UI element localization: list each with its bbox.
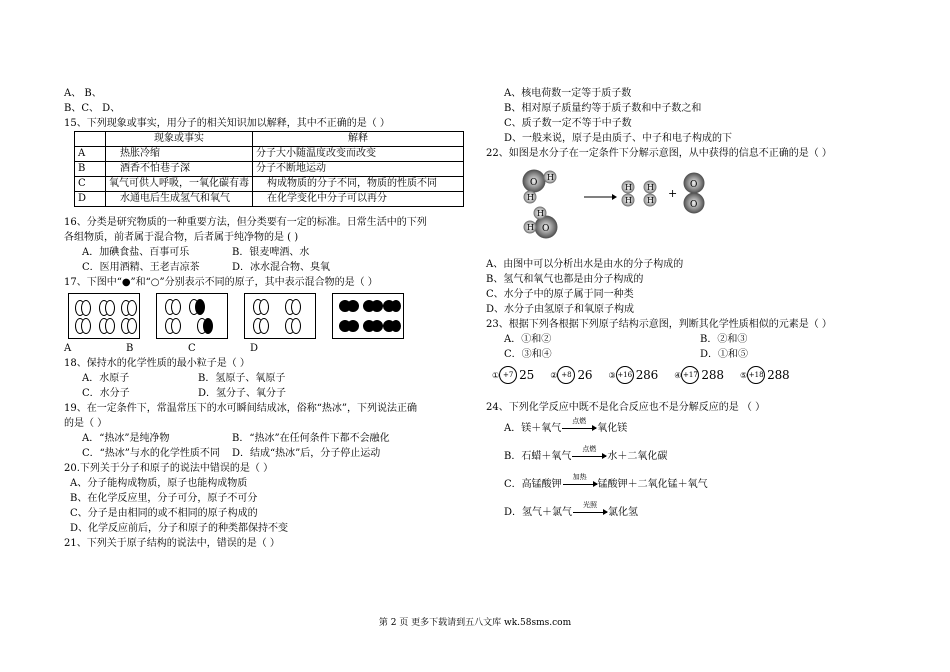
page-footer: 第 2 页 更多下载请到五八文库 wk.58sms.com: [378, 618, 572, 628]
q18-options-ab: [64, 371, 464, 386]
q22-option-d: D、水分子由氢原子和氧原子构成: [486, 304, 635, 315]
q16-options-ab: [64, 245, 464, 260]
white-atom: [259, 318, 269, 334]
atom-number: ①: [492, 370, 500, 380]
q19-stem-2: 的是（ ）: [64, 418, 108, 429]
hydrogen-label: H: [647, 196, 654, 205]
q18-stem: 18、保持水的化学性质的最小粒子是（ ）: [64, 358, 250, 369]
row-label: C: [75, 177, 106, 192]
electron-shells: 2 5: [519, 368, 533, 382]
q19-option-d: D．结成“热冰”后，分子停止运动: [232, 448, 381, 459]
q23-stem: 23、根据下列各根据下列原子结构示意图，判断其化学性质相似的元素是（ ）: [486, 319, 832, 330]
hydrogen-label: H: [537, 209, 544, 218]
white-atom: [291, 318, 301, 334]
white-atom: [127, 300, 137, 316]
q23-options-cd: [486, 347, 906, 362]
q17-label-c: C: [188, 343, 196, 354]
q19-option-a: A．“热冰”是纯净物: [82, 433, 170, 444]
table-header-row: [75, 132, 464, 147]
q16-options-cd: [64, 260, 464, 275]
reactants: A．镁＋氧气: [504, 423, 562, 434]
nucleus: +16: [616, 366, 634, 384]
q20-option-c: C、分子是由相同的或不相同的原子构成的: [70, 508, 258, 519]
atom-number: ③: [608, 370, 616, 380]
q17-diagram-c: [244, 293, 316, 339]
table-header: 解释: [253, 132, 464, 147]
black-atom: [195, 299, 205, 315]
q22-stem: 22、如图是水分子在一定条件下分解示意图，从中获得的信息不正确的是（ ）: [486, 148, 832, 159]
reactants: C．高锰酸钾: [504, 479, 562, 490]
nucleus: +18: [747, 366, 765, 384]
q21-option-d: D、一般来说，原子是由质子、中子和电子构成的下: [504, 133, 733, 144]
black-atom: [391, 320, 401, 332]
q22-option-b: B、氢气和氧气也都是由分子构成的: [486, 274, 644, 285]
q20-option-b: B、在化学反应里，分子可分，原子不可分: [70, 493, 258, 504]
q20-option-a: A、分子能构成物质，原子也能构成物质: [70, 478, 248, 489]
q19-option-b: B．“热冰”在任何条件下都不会融化: [232, 433, 390, 444]
black-atom: [347, 320, 359, 332]
row-fact: 热胀冷缩: [106, 147, 253, 162]
white-atom: [171, 318, 181, 334]
q18-option-a: A．水原子: [82, 373, 130, 384]
row-fact: 氧气可供人呼吸，一氧化碳有毒: [106, 177, 253, 192]
q22-option-c: C、水分子中的原子属于同一种类: [486, 289, 634, 300]
row-explain: 在化学变化中分子可以再分: [253, 192, 464, 207]
q17-diagram-b: [156, 293, 228, 339]
q16-stem-2: 各组物质，前者属于混合物，后者属于纯净物的是 ( ): [64, 232, 299, 243]
products: 氧化镁: [597, 423, 628, 434]
atom-diagram-4: [674, 366, 722, 384]
hydrogen-molecules: [622, 181, 656, 206]
row-fact: 水通电后生成氢气和氧气: [106, 192, 253, 207]
atom-number: ②: [550, 370, 558, 380]
q21-stem: 21、下列关于原子结构的说法中，错误的是（ ）: [64, 538, 280, 549]
q18-option-c: C．水分子: [82, 388, 130, 399]
reaction-condition: 加热: [572, 473, 587, 481]
white-atom: [259, 299, 269, 315]
table-header: 现象或事实: [106, 132, 253, 147]
row-label: D: [75, 192, 106, 207]
white-atom: [291, 299, 301, 315]
row-fact: 酒香不怕巷子深: [106, 162, 253, 177]
atom-diagram-5: [740, 366, 788, 384]
q16-option-b: B．银麦啤酒、水: [232, 247, 310, 258]
white-atom: [105, 318, 115, 334]
q23-option-d: D．①和⑤: [700, 349, 749, 360]
table-cell: [75, 132, 106, 147]
q16-option-a: A．加碘食盐、百事可乐: [82, 247, 190, 258]
q17-stem: 17、下图中“●”和“○”分别表示不同的原子，其中表示混合物的是（ ）: [64, 277, 378, 288]
q16-option-d: D．冰水混合物、臭氧: [232, 262, 331, 273]
oxygen-label: O: [690, 180, 698, 190]
water-decomposition-diagram: [516, 167, 716, 249]
q23-option-b: B．②和③: [700, 334, 748, 345]
electron-shells: 2 6: [577, 368, 591, 382]
q20-stem: 20.下列关于分子和原子的说法中错误的是（ ）: [64, 463, 274, 474]
water-molecule-2: [524, 207, 557, 238]
q22-option-a: A、由图中可以分析出水是由水的分子构成的: [486, 259, 684, 270]
table-row: [75, 192, 464, 207]
black-atom: [347, 300, 359, 312]
q17-diagrams: [68, 293, 464, 339]
table-row: [75, 162, 464, 177]
atom-number: ④: [674, 370, 682, 380]
atom-diagram-3: [609, 366, 657, 384]
water-molecule-1: [523, 170, 556, 203]
hydrogen-label: H: [527, 193, 534, 202]
row-label: A: [75, 147, 106, 162]
q23-option-c: C．③和④: [504, 349, 552, 360]
white-atom: [105, 300, 115, 316]
reaction-condition: 点燃: [572, 417, 587, 425]
hydrogen-label: H: [647, 183, 654, 192]
electron-shells: 2 8 6: [635, 368, 657, 382]
q24-option-a: [486, 415, 906, 443]
q24-option-c: [486, 471, 906, 499]
q23-options-ab: [486, 332, 906, 347]
q24-option-b: [486, 443, 906, 471]
reaction-condition: 光照: [583, 501, 598, 509]
row-explain: 构成物质的分子不同，物质的性质不同: [253, 177, 464, 192]
atomic-structure-diagrams: [492, 366, 906, 384]
reaction-condition: 点燃: [582, 445, 597, 453]
q19-options-cd: [64, 446, 464, 461]
hydrogen-label: H: [625, 183, 632, 192]
products: 水＋二氧化碳: [607, 451, 668, 462]
reaction-arrow: [562, 417, 596, 429]
row-label: B: [75, 162, 106, 177]
q19-option-c: C．“热冰”与水的化学性质不同: [82, 448, 220, 459]
black-atom: [391, 300, 401, 312]
q17-labels: [64, 341, 464, 356]
oxygen-molecule: [684, 173, 704, 213]
white-atom: [127, 318, 137, 334]
q19-options-ab: [64, 431, 464, 446]
q15-stem: 15、下列现象或事实，用分子的相关知识加以解释，其中不正确的是（ ）: [64, 118, 390, 129]
row-explain: 分子不断地运动: [253, 162, 464, 177]
q17-diagram-a: [68, 293, 140, 339]
q17-diagram-d: [332, 293, 404, 339]
left-column: [64, 86, 464, 551]
q16-option-c: C．医用酒精、王老吉凉茶: [82, 262, 200, 273]
white-atom: [171, 299, 181, 315]
oxygen-label: O: [530, 178, 538, 188]
table-row: [75, 177, 464, 192]
prev-options-line-2: B、C、 D、: [64, 103, 121, 114]
white-atom: [81, 318, 91, 334]
nucleus: +7: [499, 366, 517, 384]
electron-shells: 2 8 8: [767, 368, 788, 382]
q18-option-d: D．氢分子、氧分子: [198, 388, 287, 399]
q23-option-a: A．①和②: [504, 334, 552, 345]
q24-option-d: [486, 499, 906, 527]
right-column: [486, 86, 906, 527]
plus-sign: +: [668, 187, 678, 200]
reactants: B．石蜡＋氧气: [504, 451, 572, 462]
atom-number: ⑤: [739, 370, 748, 380]
q24-stem: 24、下列化学反应中既不是化合反应也不是分解反应的是 （ ）: [486, 402, 766, 413]
q21-option-a: A、核电荷数一定等于质子数: [504, 88, 632, 99]
hydrogen-label: H: [547, 173, 554, 182]
q17-label-a: A: [64, 343, 72, 354]
q20-option-d: D、化学反应前后，分子和原子的种类都保持不变: [70, 523, 289, 534]
row-explain: 分子大小随温度改变而改变: [253, 147, 464, 162]
q21-option-b: B、相对原子质量约等于质子数和中子数之和: [504, 103, 702, 114]
q21-option-c: C、质子数一定不等于中子数: [504, 118, 632, 129]
q19-stem-1: 19、在一定条件下，常温常压下的水可瞬间结成冰，俗称“热冰”，下列说法正确: [64, 403, 417, 414]
products: 氯化氢: [608, 507, 639, 518]
black-atom: [371, 320, 383, 332]
q18-options-cd: [64, 386, 464, 401]
atom-diagram-1: [492, 366, 532, 384]
prev-options-line-1: A、 B、: [64, 88, 102, 99]
q16-stem-1: 16、分类是研究物质的一种重要方法，但分类要有一定的标准。日常生活中的下列: [64, 217, 427, 228]
oxygen-label: O: [542, 224, 550, 234]
black-atom: [203, 318, 213, 334]
table-row: [75, 147, 464, 162]
reaction-arrow: [563, 473, 597, 485]
white-atom: [81, 300, 91, 316]
oxygen-label: O: [690, 200, 698, 210]
nucleus: +8: [557, 366, 575, 384]
electron-shells: 2 8 8: [701, 368, 722, 382]
hydrogen-label: H: [527, 223, 534, 232]
reaction-arrow: [573, 501, 607, 513]
q17-label-d: D: [250, 343, 259, 354]
nucleus: +17: [681, 366, 699, 384]
black-atom: [371, 300, 383, 312]
reaction-arrow: [572, 445, 606, 457]
q18-option-b: B．氢原子、氧原子: [198, 373, 286, 384]
hydrogen-label: H: [625, 196, 632, 205]
reactants: D．氢气＋氯气: [504, 507, 573, 518]
products: 锰酸钾＋二氧化锰＋氧气: [597, 479, 708, 490]
q17-label-b: B: [126, 343, 134, 354]
arrow-head: [612, 194, 617, 200]
q15-table: [74, 131, 464, 207]
atom-diagram-2: [550, 366, 590, 384]
